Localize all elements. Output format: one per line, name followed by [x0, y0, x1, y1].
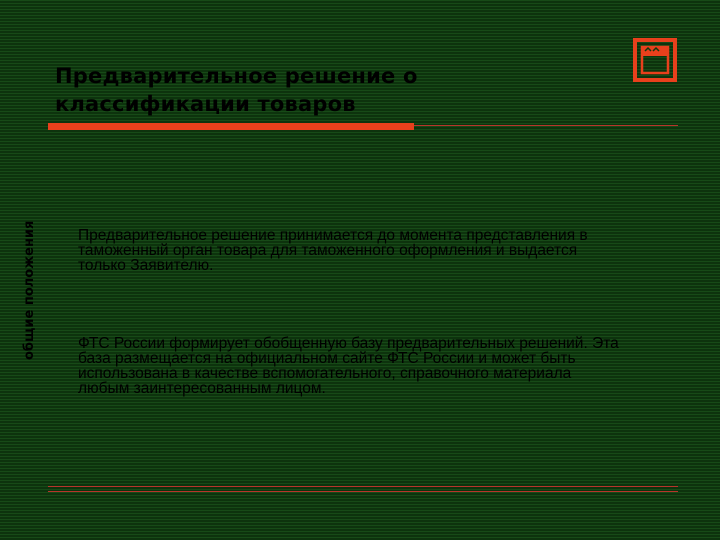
- paragraph-1-line-3: только Заявителю.: [78, 257, 214, 274]
- paragraph-2-line-1: ФТС России формирует обобщенную базу предварительных решений. Эта: [78, 335, 619, 352]
- paragraph-2: [78, 336, 678, 396]
- paragraph-2-line-2: база размещается на официальном сайте ФТС России и может быть: [78, 350, 576, 367]
- slide-title-line-2: классификации товаров: [55, 92, 356, 116]
- paragraph-1: [78, 228, 678, 273]
- slide-title-line-1: Предварительное решение о: [55, 64, 418, 88]
- paragraph-1-line-1: Предварительное решение принимается до момента представления в: [78, 227, 588, 244]
- paragraph-1-line-2: таможенный орган товара для таможенного оформления и выдается: [78, 242, 578, 259]
- paragraph-2-line-3: использована в качестве вспомогательного, справочного материала: [78, 365, 572, 382]
- paragraph-2-line-4: любым заинтересованным лицом.: [78, 380, 326, 397]
- slide-title: [55, 62, 575, 118]
- title-accent-bar: [48, 123, 414, 130]
- section-side-label: общие положения: [22, 220, 37, 360]
- orange-square-frame-logo: [633, 38, 677, 82]
- bottom-double-rule: [48, 486, 678, 492]
